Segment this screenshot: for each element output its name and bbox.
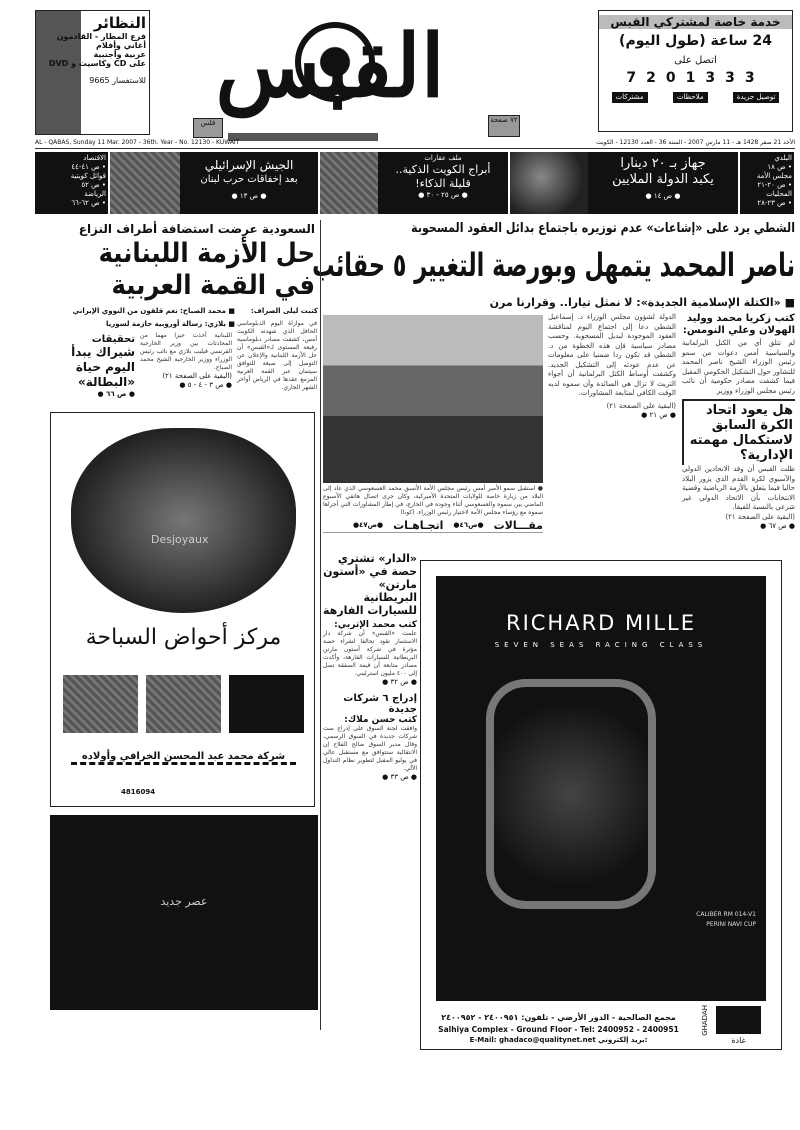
subscriber-service-ad <box>598 10 793 132</box>
brand-name: RICHARD MILLE <box>505 611 697 635</box>
main-column-2 <box>548 313 676 420</box>
teaser-index-right[interactable] <box>740 152 794 214</box>
cup-text: PERINI NAVI CUP <box>706 921 756 928</box>
text: ● ص ٢٥ - ٣٠ ● <box>418 191 468 199</box>
text: المحليات <box>766 190 792 198</box>
company-name: شركة محمد عبد المحسن الخرافي وأولاده <box>71 751 296 765</box>
text: كتب محمد الإتربي: <box>334 620 417 630</box>
aston-martin-headline[interactable]: «الدار» تشتري حصة في «أستون مارتن» البريطانية للسيارات الفارهة <box>323 552 417 617</box>
text: • ص ٦٢-٦٦ <box>71 199 106 207</box>
text: وافقت لجنة السوق على إدراج ست شركات جديدة في السوق الرسمي، وقال مدير السوق صالح الفلاح إن الانتقالية ستتوافق مع مستقبل عالي في يوليو المقبل لتطوير نظام التداول الآلي. <box>323 725 417 772</box>
new-era-ad <box>50 815 318 1010</box>
dealer-logo-box <box>716 1006 761 1034</box>
main-body-col1: لم تتلق أي من الكتل البرلمانية والسياسية أمس دعوات من سمو رئيس الوزراء الشيخ ناصر المحمد للتشاور حول التشكيل الحكومي المقبل فيما كشفت مصادر حكومية أن نائب رئيس مجلس الوزراء ووزير <box>682 339 795 395</box>
text: الرياضة <box>84 190 106 198</box>
football-box-title[interactable]: هل يعود اتحاد الكرة السابق لاستكمال مهمته الإدارية؟ <box>682 399 795 465</box>
lebanon-bullet: ■ بلازي: رسالة أوروبية حازمة لسوريا <box>106 320 235 328</box>
main-kicker: الشطي يرد على «إشاعات» عدم توزيره باجتماع بدائل العقود المسحوبة <box>411 221 795 236</box>
text: النظائر <box>93 14 146 32</box>
lebanon-byline: كتبت ليلى الصراف: <box>250 307 318 315</box>
ad-button: توصيل جريدة <box>733 92 780 103</box>
text: • ص ٢٣-٢٨ <box>757 199 792 207</box>
lebanon-column-2 <box>140 332 232 390</box>
middle-column <box>323 552 417 782</box>
text: الجيش الإسرائيلي <box>204 158 294 172</box>
ad-hours: 24 ساعة (طول اليوم) <box>619 33 772 49</box>
new-listings-headline[interactable]: إدراج ٦ شركات جديدة <box>343 693 417 715</box>
ad-title: خدمة خاصة لمشتركي القبس <box>599 15 792 29</box>
ad-phone: 7201333 <box>626 70 765 86</box>
page-count-badge: ٧٢ صفحة <box>488 115 520 137</box>
date-line-ar: الأحد 21 صفر 1428 هـ - 11 مارس 2007 - السنة 36 - العدد 12130 - الكويت <box>596 139 795 146</box>
lebanon-body-col2: اللبنانية أخذت حيزا مهما من المحادثات بين وزير الخارجية الفرنسي فيليب بلازي مع نائب رئيس الوزراء ووزير الخارجية الشيخ محمد الصباح. <box>140 332 232 371</box>
richard-mille-ad <box>420 560 782 1050</box>
page-ref: ● ص ٣ - ٤ - ٥ ● <box>179 381 232 389</box>
text: أبراج الكويت الذكية.. <box>395 163 491 176</box>
text: • ص ٤١-٤٤ <box>71 163 106 171</box>
page-ref: ● ص ٢١ ● <box>641 411 676 419</box>
main-headline[interactable]: ناصر المحمد يتمهل وبورصة التغيير ٥ حقائب <box>312 246 795 284</box>
continued-note: (البقية على الصفحة ٢١) <box>162 372 232 380</box>
text: تحقيقات <box>91 334 135 345</box>
continued-note: (البقية على الصفحة ٢١) <box>725 512 795 521</box>
text: ● ص ١٣ ● <box>231 192 267 200</box>
pool-ad <box>50 412 315 807</box>
main-column-1 <box>682 313 795 531</box>
ad-button: ملاحظات <box>673 92 708 103</box>
continued-note: (البقية على الصفحة ٢١) <box>606 401 676 410</box>
lebanon-headline-2[interactable]: في القمة العربية <box>111 270 315 301</box>
text: ● ص ٣٢ ● <box>382 678 417 686</box>
new-era-text: عصر جديد <box>160 895 208 908</box>
watch-ad-panel <box>436 576 766 1001</box>
text: • ص ١٨ <box>767 163 792 171</box>
address-en: Salhiya Complex - Ground Floor - Tel: 2400952 - 2400951 <box>438 1025 679 1034</box>
column-rule <box>320 220 321 1030</box>
divider <box>35 148 795 149</box>
text: • ص ٥٢ <box>81 181 106 189</box>
lebanon-bullet: ■ محمد الصباح: نعم قلقون من النووي الإيراني <box>72 307 235 315</box>
sections-row <box>323 519 543 533</box>
pool-ad-title: مركز أحواض السباحة <box>85 625 282 650</box>
text: مجلس الأمة <box>756 172 792 180</box>
text: • ص ٢٠-٢١ <box>757 181 792 189</box>
text: ● ص ١٤ ● <box>645 192 681 200</box>
section-page: ●ص٤٦● <box>453 521 484 529</box>
text: ● ص ٦٦ ● <box>97 390 135 398</box>
text: قليلة الذكاء! <box>415 177 471 190</box>
text: قوائل كويتية <box>70 172 106 180</box>
section-articles[interactable]: مقـــالات <box>493 519 543 532</box>
teaser-towers[interactable] <box>320 152 508 214</box>
teaser-title: جهاز بـ ٢٠ دينارا <box>620 156 706 171</box>
pool-thumbnails <box>63 675 304 733</box>
text: للاستفسار 9665 <box>89 76 146 85</box>
music-store-ad <box>35 10 150 135</box>
pool-brand: Desjoyaux <box>151 533 209 546</box>
text: البلدي <box>774 154 792 162</box>
teaser-device[interactable] <box>510 152 738 214</box>
device-photo <box>510 152 588 214</box>
text: الاقتصاد <box>83 154 106 162</box>
text: شيراك يبدأ اليوم حياة «البطالة» <box>71 345 135 389</box>
page-ref: ● ص ٦٧ ● <box>760 522 795 530</box>
address-ar: مجمع الصالحية - الدور الأرضي - تلفون: ٢٤٠٠٩٥١ - ٢٤٠٠٩٥٢ <box>441 1013 676 1022</box>
text: فرع المطار - القادمون <box>56 32 146 41</box>
text: علمت «القبس» أن شركة دار الاستثمار تقود تحالفا لشراء حصة مؤثرة في شركة أستون مارتن البريطانية للسيارات الفارهة، وأكدت مصادر متابعة أن قيمة الصفقة تصل إلى ٤٠٠ مليون استرليني. <box>323 630 417 677</box>
main-body-col2: الدولة لشؤون مجلس الوزراء د. إسماعيل الشطي دعا إلى اجتماع اليوم لمناقشة العقود الموجودة لبديل المسحوبة. وحسب مصادر سياسية فإن هذه الخطوة من د. الشطي قد تكون ردا ضمنيا على معلومات عن عدم عودته إلى التشكيل الجديد. وكشفت أوساط الكتل البرلمانية أن أجواء التريث لا تزال هي السائدة وأن سموه لديه الوقت الكافي لمتابعة المشاورات. <box>548 313 676 397</box>
pool-phone: 4816094 <box>121 788 156 796</box>
logo <box>150 12 510 127</box>
logo-text: القبس <box>215 16 445 117</box>
ad-call: اتصل على <box>674 55 717 66</box>
text: عربية وأجنبية <box>93 50 146 59</box>
text: ● ص ٣٣ ● <box>382 773 417 781</box>
photo-caption: ● استقبل سمو الأمير أمس رئيس مجلس الأمة الأسبق محمد العسعوسي الذي عاد إلى البلاد من زيارة خاصة للولايات المتحدة الأميركية، وكان جرى اتصال هاتفي الأسبوع الماضي بين سموه والعسعوسي أثناء وجوده في الخارج، في إطار المشاورات التي أجراها سموه مع رؤساء مجلس الأمة لاختيار رئيس الوزراء. (كونا) <box>323 485 543 516</box>
main-subhead: ■ «الكتلة الإسلامية الجديدة»: لا نمثل تيارا.. وقرارنا مرن <box>489 296 795 309</box>
brand-tagline: SEVEN SEAS RACING CLASS <box>494 641 708 649</box>
investigation-teaser[interactable] <box>38 334 135 399</box>
lebanon-headline[interactable]: حل الأزمة اللبنانية <box>98 238 315 269</box>
lebanon-kicker: السعودية عرضت استضافة أطراف النزاع <box>78 222 315 236</box>
teaser-index-left[interactable] <box>35 152 108 214</box>
text: على CD وكاسيت و DVD <box>48 59 146 68</box>
text: ملف عقارات <box>424 154 462 162</box>
text: كتب حسن ملاك: <box>344 715 417 725</box>
teaser-israel-army[interactable] <box>110 152 318 214</box>
email: E-Mail: ghadaco@qualitynet.net بريد إلكتروني: <box>469 1036 648 1044</box>
watch-image <box>486 679 656 909</box>
date-line-en: AL - QABAS, Sunday 11 Mar. 2007 - 36th. Year - No. 12130 - KUWAIT <box>35 139 240 146</box>
pool-photo <box>71 428 296 613</box>
lebanon-body-col1: في موازاة اليوم الدبلوماسي الحافل الذي شهدته الكويت أمس، كشفت مصادر دبلوماسية رفيعة المستوى لـ«القبس» أن حل الأزمة اللبنانية والإعلان عن التوصل إلى صيغة للتوافق سيتمان عبر القمة العربية المزمع عقدها في الرياض أواخر الشهر الجاري. <box>237 320 317 391</box>
emir-meeting-photo <box>323 315 543 483</box>
text: أغاني وأفلام <box>96 41 146 50</box>
section-trends[interactable]: اتجـاهـات <box>393 519 444 532</box>
towers-photo <box>320 152 378 214</box>
price-badge: فلس <box>193 118 223 138</box>
photo-column <box>323 315 543 533</box>
section-page: ●ص٤٧● <box>352 521 384 529</box>
main-byline: كتب زكريا محمد ووليد الهولان وعلي النومس: <box>682 313 795 336</box>
ad-button: مشتركات <box>612 92 648 103</box>
teaser-sub: يكبد الدولة الملايين <box>612 172 714 187</box>
dealer-logo: GHADAH <box>701 1005 709 1036</box>
caliber-text: CALIBER RM 014-V1 <box>696 911 756 918</box>
soldiers-photo <box>110 152 180 214</box>
ad-buttons <box>599 92 792 103</box>
dealer-name-ar: غادة <box>731 1036 746 1045</box>
text: بعد إخفاقات حرب لبنان <box>200 174 298 185</box>
football-box-body: ظلت القبس أن وفد الاتحادين الدولي والآسيوي لكرة القدم الذي يزور البلاد حاليا فيما يتعلق بالأزمة الرياضية وقضية الانتخابات بأن الاتحاد الدولي غير شرعي بالنسبة للفيفا. <box>682 465 795 511</box>
